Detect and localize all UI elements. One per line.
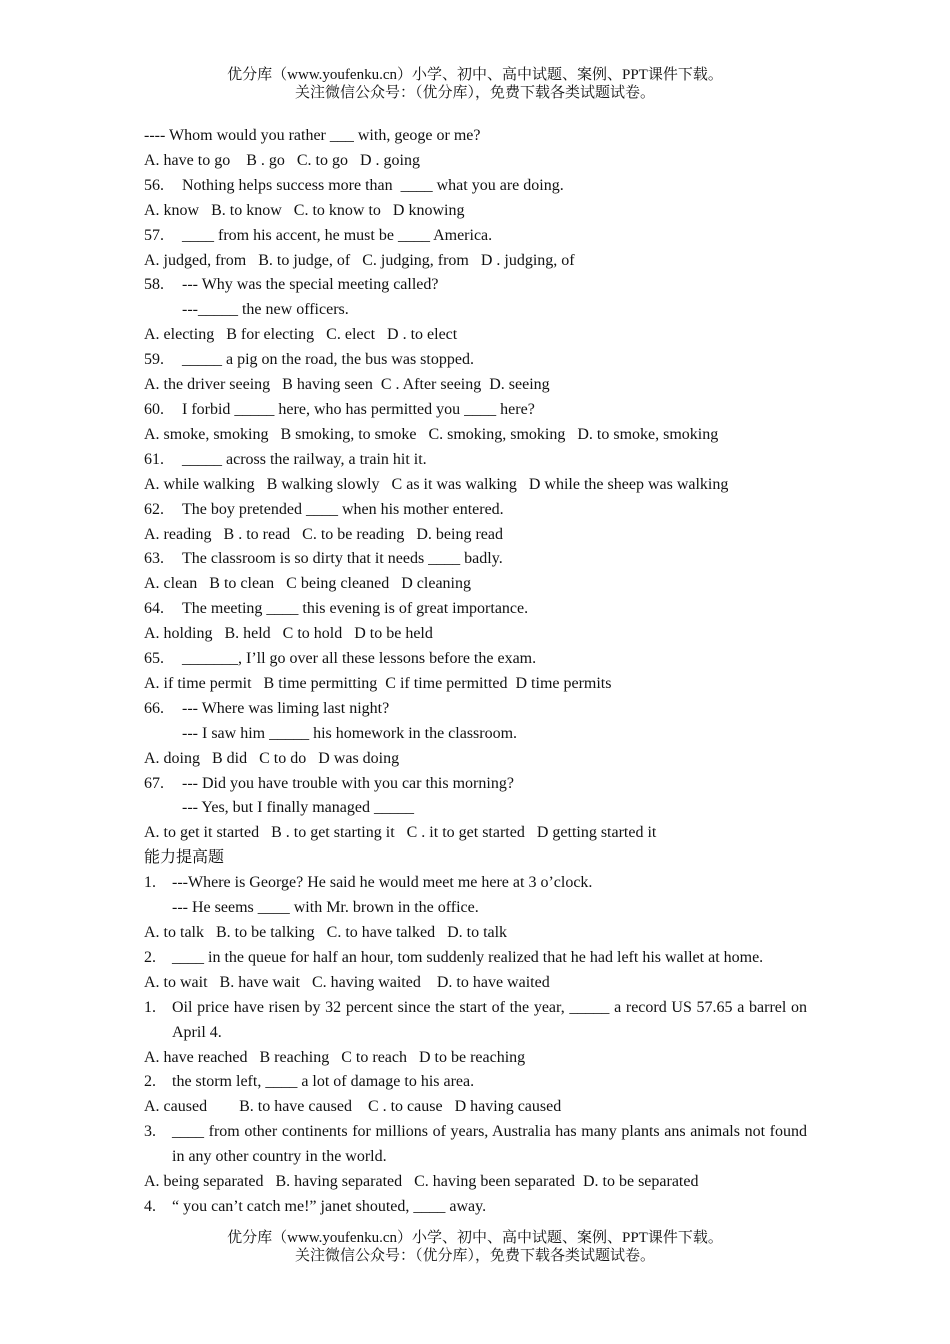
question-56-options: A. know B. to know C. to know to D knowing xyxy=(144,201,465,219)
section-title: 能力提高题 xyxy=(144,849,225,867)
question-stem: --- Did you have trouble with you car this morning? xyxy=(182,774,514,792)
section-question-4 xyxy=(144,1070,807,1095)
question-63-options: A. clean B to clean C being cleaned D cleaning xyxy=(144,575,471,593)
question-stem: Nothing helps success more than ____ what you are doing. xyxy=(182,176,564,194)
question-66-reply: --- I saw him _____ his homework in the classroom. xyxy=(182,724,518,742)
question-stem: The meeting ____ this evening is of great importance. xyxy=(182,600,529,618)
question-67-options: A. to get it started B . to get starting it C . it to get started D getting started it xyxy=(144,824,657,842)
question-66 xyxy=(144,697,807,722)
question-stem: ____ from other continents for millions of years, Australia has many plants ans animals not found in any other country in the world. xyxy=(172,1123,807,1166)
question-67-reply: --- Yes, but I finally managed _____ xyxy=(182,799,414,817)
question-number: 59. xyxy=(144,351,164,369)
question-number: 61. xyxy=(144,450,164,468)
question-number: 2. xyxy=(144,948,156,966)
section-question-1 xyxy=(144,871,807,896)
question-stem: _______, I’ll go over all these lessons before the exam. xyxy=(182,650,537,668)
question-number: 1. xyxy=(144,874,156,892)
question-62 xyxy=(144,498,807,523)
question-63 xyxy=(144,547,807,572)
question-60-options: A. smoke, smoking B smoking, to smoke C. smoking, smoking D. to smoke, smoking xyxy=(144,425,719,443)
question-66-options: A. doing B did C to do D was doing xyxy=(144,749,400,767)
question-62-options: A. reading B . to read C. to be reading D. being read xyxy=(144,525,504,543)
question-59 xyxy=(144,348,807,373)
section-question-2-options: A. to wait B. have wait C. having waited D. to have waited xyxy=(144,973,550,991)
question-number: 65. xyxy=(144,650,164,668)
question-64-options: A. holding B. held C to hold D to be held xyxy=(144,625,433,643)
question-stem: ---Where is George? He said he would meet me here at 3 o’clock. xyxy=(172,874,593,892)
question-stem: ____ in the queue for half an hour, tom suddenly realized that he had left his wallet at home. xyxy=(172,948,764,966)
question-61 xyxy=(144,448,807,473)
section-question-1-options: A. to talk B. to be talking C. to have talked D. to talk xyxy=(144,924,508,941)
question-56 xyxy=(144,174,807,199)
question-stem: Oil price have risen by 32 percent since the start of the year, _____ a record US 57.65 a barrel on April 4. xyxy=(172,998,807,1041)
question-number: 58. xyxy=(144,276,164,294)
question-number: 60. xyxy=(144,400,164,418)
question-number: 4. xyxy=(144,1197,156,1215)
question-57-options: A. judged, from B. to judge, of C. judging, from D . judging, of xyxy=(144,251,575,269)
question-number: 64. xyxy=(144,600,164,618)
question-number: 62. xyxy=(144,500,164,518)
question-59-options: A. the driver seeing B having seen C . After seeing D. seeing xyxy=(144,376,550,394)
question-stem: _____ across the railway, a train hit it. xyxy=(182,450,427,468)
question-number: 2. xyxy=(144,1073,156,1091)
question-58-options: A. electing B for electing C. elect D . to elect xyxy=(144,326,458,344)
section-question-6 xyxy=(144,1195,807,1220)
header-line-2: 关注微信公众号：（优分库），免费下载各类试题试卷。 xyxy=(294,85,655,101)
section-question-4-options: A. caused B. to have caused C . to cause D having caused xyxy=(144,1098,562,1116)
section-question-5 xyxy=(144,1120,807,1170)
question-65-options: A. if time permit B time permitting C if time permitted D time permits xyxy=(144,674,612,692)
question-64 xyxy=(144,597,807,622)
question-58 xyxy=(144,273,807,298)
document-body xyxy=(144,124,807,1220)
header-line-1: 优分库（www.youfenku.cn）小学、初中、高中试题、案例、PPT课件下载。 xyxy=(227,67,723,83)
section-question-3 xyxy=(144,996,807,1046)
footer-line-2: 关注微信公众号：（优分库），免费下载各类试题试卷。 xyxy=(294,1248,655,1264)
question-number: 1. xyxy=(144,998,156,1016)
question-58-reply: ---_____ the new officers. xyxy=(182,301,349,319)
question-stem: ____ from his accent, he must be ____ America. xyxy=(182,226,493,244)
question-stem: the storm left, ____ a lot of damage to his area. xyxy=(172,1073,475,1091)
section-question-5-options: A. being separated B. having separated C. having been separated D. to be separated xyxy=(144,1173,699,1191)
question-stem: “ you can’t catch me!” janet shouted, ____ away. xyxy=(172,1197,487,1215)
page-footer xyxy=(0,1229,950,1265)
question-67 xyxy=(144,772,807,797)
page-header xyxy=(0,66,950,102)
question-55-stem: ---- Whom would you rather ___ with, geoge or me? xyxy=(144,127,481,144)
question-61-options: A. while walking B walking slowly C as it was walking D while the sheep was walking xyxy=(144,475,729,493)
question-number: 57. xyxy=(144,226,164,244)
question-number: 67. xyxy=(144,774,164,792)
question-number: 56. xyxy=(144,176,164,194)
question-number: 66. xyxy=(144,699,164,717)
question-60 xyxy=(144,398,807,423)
section-question-1-reply: --- He seems ____ with Mr. brown in the office. xyxy=(172,899,479,917)
footer-line-1: 优分库（www.youfenku.cn）小学、初中、高中试题、案例、PPT课件下载。 xyxy=(227,1230,723,1246)
question-stem: --- Why was the special meeting called? xyxy=(182,276,439,294)
section-question-3-options: A. have reached B reaching C to reach D to be reaching xyxy=(144,1048,526,1066)
question-57 xyxy=(144,224,807,249)
question-number: 3. xyxy=(144,1123,156,1141)
question-stem: I forbid _____ here, who has permitted you ____ here? xyxy=(182,400,535,418)
question-number: 63. xyxy=(144,550,164,568)
question-65 xyxy=(144,647,807,672)
question-55-options: A. have to go B . go C. to go D . going xyxy=(144,151,420,169)
question-stem: The classroom is so dirty that it needs ____ badly. xyxy=(182,550,503,568)
section-question-2 xyxy=(144,946,807,971)
question-stem: _____ a pig on the road, the bus was stopped. xyxy=(182,351,474,369)
question-stem: --- Where was liming last night? xyxy=(182,699,390,717)
question-stem: The boy pretended ____ when his mother entered. xyxy=(182,500,504,518)
